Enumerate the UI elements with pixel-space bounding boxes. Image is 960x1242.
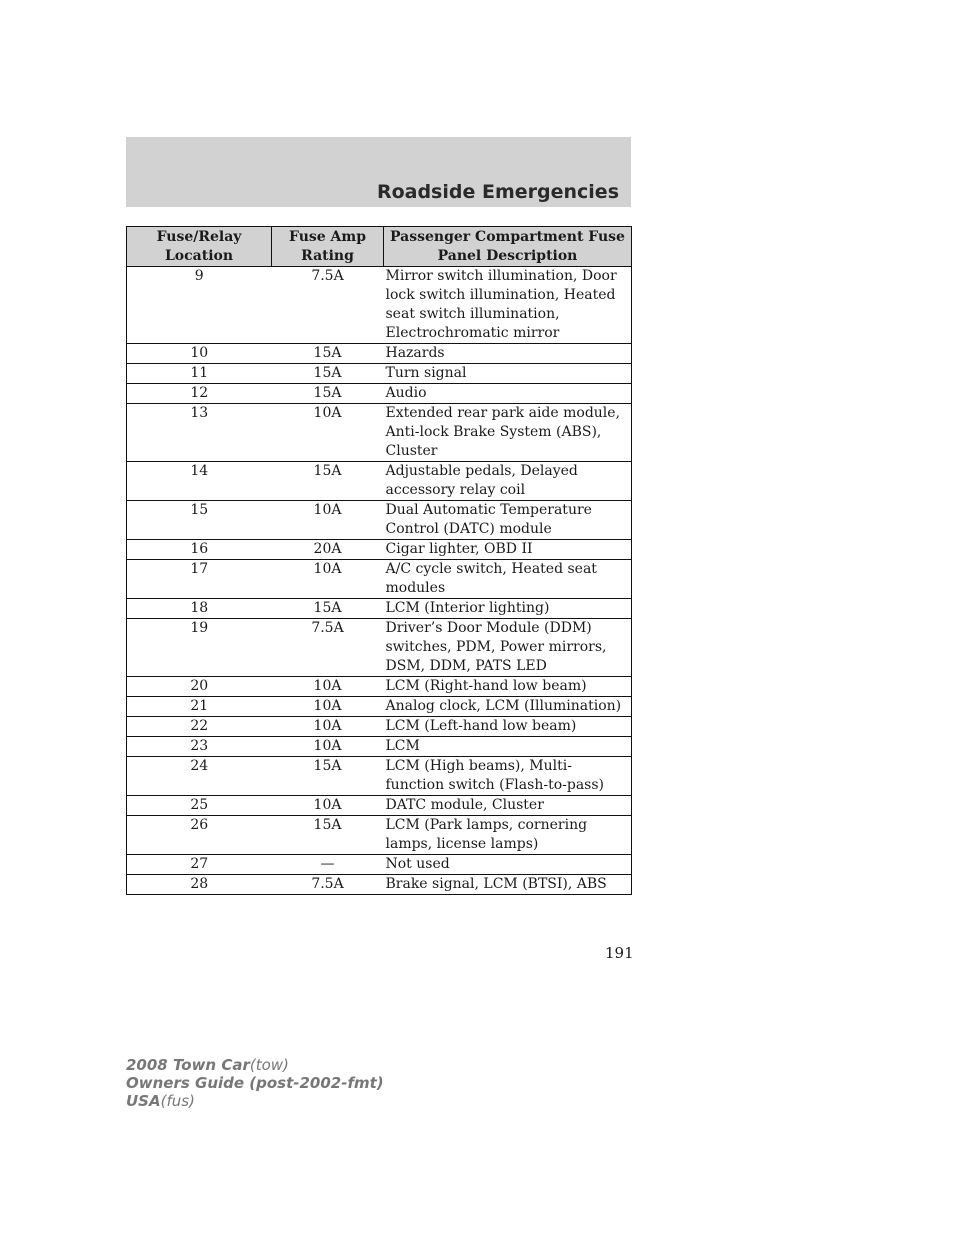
fuse-location-cell: 14: [127, 462, 272, 501]
fuse-description-cell: DATC module, Cluster: [384, 796, 632, 816]
fuse-amp-cell: 10A: [272, 404, 384, 462]
fuse-location-cell: 21: [127, 697, 272, 717]
table-header-row: [127, 227, 632, 267]
fuse-location-cell: 9: [127, 267, 272, 344]
fuse-amp-cell: 15A: [272, 364, 384, 384]
fuse-amp-cell: 20A: [272, 540, 384, 560]
footer-model: 2008 Town Car: [126, 1056, 250, 1074]
table-row: [127, 796, 632, 816]
fuse-amp-cell: 10A: [272, 501, 384, 540]
fuse-description-cell: LCM (Park lamps, cornering lamps, license lamps): [384, 816, 632, 855]
fuse-location-cell: 19: [127, 619, 272, 677]
fuse-amp-cell: —: [272, 855, 384, 875]
table-row: [127, 816, 632, 855]
table-row: [127, 384, 632, 404]
fuse-location-cell: 16: [127, 540, 272, 560]
table-row: [127, 462, 632, 501]
fuse-location-cell: 11: [127, 364, 272, 384]
fuse-table: [126, 226, 632, 895]
table-row: [127, 677, 632, 697]
fuse-location-cell: 12: [127, 384, 272, 404]
table-row: [127, 404, 632, 462]
fuse-description-cell: Analog clock, LCM (Illumination): [384, 697, 632, 717]
fuse-amp-cell: 7.5A: [272, 267, 384, 344]
fuse-description-cell: Adjustable pedals, Delayed accessory relay coil: [384, 462, 632, 501]
fuse-description-cell: Turn signal: [384, 364, 632, 384]
fuse-description-cell: Cigar lighter, OBD II: [384, 540, 632, 560]
fuse-location-cell: 15: [127, 501, 272, 540]
fuse-location-cell: 24: [127, 757, 272, 796]
fuse-description-cell: Brake signal, LCM (BTSI), ABS: [384, 875, 632, 895]
fuse-description-cell: Not used: [384, 855, 632, 875]
column-header-description: Passenger Compartment Fuse Panel Description: [384, 227, 632, 267]
table-row: [127, 619, 632, 677]
fuse-amp-cell: 10A: [272, 717, 384, 737]
table-row: [127, 717, 632, 737]
table-row: [127, 737, 632, 757]
fuse-description-cell: Audio: [384, 384, 632, 404]
fuse-location-cell: 22: [127, 717, 272, 737]
fuse-description-cell: Extended rear park aide module, Anti-lock Brake System (ABS), Cluster: [384, 404, 632, 462]
table-row: [127, 344, 632, 364]
fuse-amp-cell: 10A: [272, 677, 384, 697]
fuse-location-cell: 10: [127, 344, 272, 364]
fuse-location-cell: 27: [127, 855, 272, 875]
fuse-amp-cell: 10A: [272, 560, 384, 599]
fuse-description-cell: LCM (Interior lighting): [384, 599, 632, 619]
fuse-amp-cell: 7.5A: [272, 875, 384, 895]
section-title: Roadside Emergencies: [376, 181, 619, 203]
fuse-amp-cell: 15A: [272, 344, 384, 364]
fuse-location-cell: 18: [127, 599, 272, 619]
footer-line-guide: [126, 1074, 384, 1092]
table-body: [127, 267, 632, 895]
fuse-location-cell: 25: [127, 796, 272, 816]
table-row: [127, 875, 632, 895]
fuse-description-cell: Mirror switch illumination, Door lock switch illumination, Heated seat switch illumination, Electrochromatic mirror: [384, 267, 632, 344]
footer-model-code: (tow): [249, 1056, 289, 1074]
fuse-amp-cell: 10A: [272, 796, 384, 816]
fuse-amp-cell: 7.5A: [272, 619, 384, 677]
footer-line-market: [126, 1092, 384, 1110]
document-footer: [126, 1056, 384, 1110]
table-row: [127, 267, 632, 344]
fuse-amp-cell: 15A: [272, 757, 384, 796]
fuse-location-cell: 17: [127, 560, 272, 599]
table-row: [127, 599, 632, 619]
table-row: [127, 540, 632, 560]
fuse-location-cell: 28: [127, 875, 272, 895]
footer-guide: Owners Guide (post-2002-fmt): [126, 1074, 384, 1092]
fuse-amp-cell: 15A: [272, 384, 384, 404]
section-header-band: [126, 137, 631, 207]
table-row: [127, 855, 632, 875]
fuse-location-cell: 13: [127, 404, 272, 462]
fuse-description-cell: A/C cycle switch, Heated seat modules: [384, 560, 632, 599]
fuse-amp-cell: 10A: [272, 737, 384, 757]
footer-line-model: [126, 1056, 384, 1074]
fuse-amp-cell: 15A: [272, 599, 384, 619]
fuse-description-cell: Driver’s Door Module (DDM) switches, PDM, Power mirrors, DSM, DDM, PATS LED: [384, 619, 632, 677]
fuse-location-cell: 23: [127, 737, 272, 757]
table-row: [127, 364, 632, 384]
fuse-description-cell: LCM (Right-hand low beam): [384, 677, 632, 697]
table-row: [127, 560, 632, 599]
column-header-location: Fuse/Relay Location: [127, 227, 272, 267]
fuse-location-cell: 26: [127, 816, 272, 855]
fuse-description-cell: LCM (Left-hand low beam): [384, 717, 632, 737]
table-row: [127, 697, 632, 717]
column-header-amp-rating: Fuse Amp Rating: [272, 227, 384, 267]
footer-market-code: (fus): [160, 1092, 195, 1110]
fuse-description-cell: LCM (High beams), Multi-function switch (Flash-to-pass): [384, 757, 632, 796]
fuse-amp-cell: 15A: [272, 816, 384, 855]
fuse-amp-cell: 10A: [272, 697, 384, 717]
fuse-description-cell: LCM: [384, 737, 632, 757]
fuse-amp-cell: 15A: [272, 462, 384, 501]
page-number: 191: [605, 944, 634, 962]
fuse-description-cell: Hazards: [384, 344, 632, 364]
table-row: [127, 757, 632, 796]
fuse-location-cell: 20: [127, 677, 272, 697]
footer-market: USA: [126, 1092, 161, 1110]
table-row: [127, 501, 632, 540]
fuse-description-cell: Dual Automatic Temperature Control (DATC) module: [384, 501, 632, 540]
